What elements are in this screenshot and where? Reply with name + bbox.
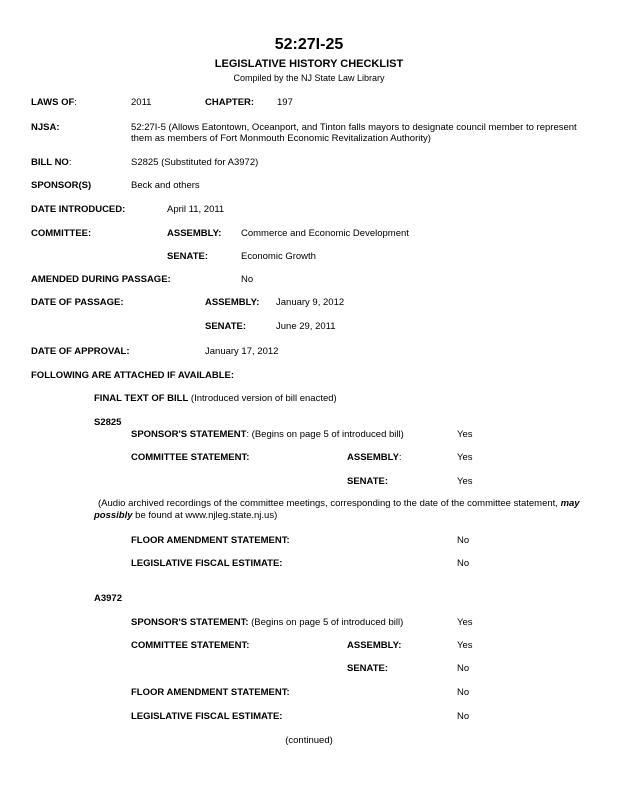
s2825-sponsor-row (131, 429, 404, 440)
audio-note-may: may (560, 498, 580, 509)
date-introduced-label: DATE INTRODUCED: (31, 204, 126, 215)
passage-label: DATE OF PASSAGE: (31, 297, 124, 308)
a3972-sponsor-label: SPONSOR'S STATEMENT: (131, 617, 249, 628)
s2825-assembly-row (347, 452, 402, 463)
audio-note-part1: (Audio archived recordings of the committee meetings, corresponding to the date of the committee statement, (98, 498, 561, 509)
date-introduced-value: April 11, 2011 (167, 204, 225, 215)
s2825-heading: S2825 (94, 417, 122, 428)
sponsor-value: Beck and others (131, 180, 200, 191)
s2825-committee-label: COMMITTEE STATEMENT: (131, 452, 250, 463)
njsa-label: NJSA: (31, 122, 60, 133)
s2825-assembly-label: ASSEMBLY (347, 452, 399, 463)
s2825-senate-label: SENATE: (347, 476, 388, 487)
laws-of-row (31, 97, 77, 108)
a3972-heading: A3972 (94, 593, 122, 604)
final-text-row (94, 393, 337, 404)
bill-no-colon: : (68, 157, 72, 168)
a3972-fiscal-label: LEGISLATIVE FISCAL ESTIMATE: (131, 711, 283, 722)
page-subtitle: LEGISLATIVE HISTORY CHECKLIST (214, 58, 404, 70)
committee-assembly-label: ASSEMBLY: (167, 228, 222, 239)
chapter-value: 197 (277, 97, 293, 108)
laws-of-colon: : (74, 97, 77, 108)
s2825-floor-label: FLOOR AMENDMENT STATEMENT: (131, 535, 290, 546)
approval-label: DATE OF APPROVAL: (31, 346, 130, 357)
bill-no-value: S2825 (Substituted for A3972) (131, 157, 259, 168)
committee-assembly-value: Commerce and Economic Development (241, 228, 409, 239)
s2825-floor-value: No (457, 535, 470, 546)
s2825-sponsor-label: SPONSOR'S STATEMENT (131, 429, 247, 440)
bill-no-label: BILL NO (31, 157, 69, 168)
committee-label: COMMITTEE: (31, 228, 92, 239)
audio-note-line-2 (94, 510, 277, 521)
final-text-label: FINAL TEXT OF BILL (94, 393, 189, 404)
committee-senate-value: Economic Growth (241, 251, 316, 262)
a3972-committee-label: COMMITTEE STATEMENT: (131, 640, 250, 651)
s2825-senate-value: Yes (457, 476, 473, 487)
s2825-assembly-value: Yes (457, 452, 473, 463)
passage-senate-value: June 29, 2011 (276, 321, 336, 332)
bill-no-row (31, 157, 71, 168)
amended-value: No (241, 274, 254, 285)
passage-assembly-label: ASSEMBLY: (205, 297, 260, 308)
s2825-sponsor-note: : (Begins on page 5 of introduced bill) (246, 429, 404, 440)
a3972-sponsor-row (131, 617, 403, 628)
laws-of-label: LAWS OF (31, 97, 75, 108)
amended-label: AMENDED DURING PASSAGE: (31, 274, 171, 285)
approval-value: January 17, 2012 (205, 346, 279, 357)
compiled-by: Compiled by the NJ State Law Library (233, 73, 385, 83)
page-title: 52:27I-25 (274, 36, 344, 53)
a3972-sponsor-value: Yes (457, 617, 473, 628)
a3972-fiscal-value: No (457, 711, 470, 722)
final-text-note: (Introduced version of bill enacted) (188, 393, 337, 404)
njsa-line-1: 52:27I-5 (Allows Eatontown, Oceanport, and Tinton falls mayors to designate council member to represent (131, 122, 577, 133)
a3972-sponsor-note: (Begins on page 5 of introduced bill) (248, 617, 404, 628)
a3972-senate-value: No (457, 663, 470, 674)
a3972-assembly-value: Yes (457, 640, 473, 651)
s2825-assembly-colon: : (398, 452, 402, 463)
s2825-fiscal-label: LEGISLATIVE FISCAL ESTIMATE: (131, 558, 283, 569)
passage-senate-label: SENATE: (205, 321, 246, 332)
following-label: FOLLOWING ARE ATTACHED IF AVAILABLE: (31, 370, 234, 381)
audio-archive-note (94, 498, 594, 510)
sponsor-label: SPONSOR(S) (31, 180, 92, 191)
a3972-floor-value: No (457, 687, 470, 698)
a3972-floor-label: FLOOR AMENDMENT STATEMENT: (131, 687, 290, 698)
s2825-sponsor-value: Yes (457, 429, 473, 440)
passage-assembly-value: January 9, 2012 (276, 297, 345, 308)
audio-note-part2: be found at www.njleg.state.nj.us) (132, 510, 278, 521)
njsa-line-2: them as members of Fort Monmouth Economic Revitalization Authority) (131, 133, 431, 144)
audio-note-possibly: possibly (94, 510, 133, 521)
s2825-fiscal-value: No (457, 558, 470, 569)
chapter-label: CHAPTER: (205, 97, 255, 108)
continued-note: (continued) (285, 735, 333, 746)
committee-senate-label: SENATE: (167, 251, 208, 262)
laws-of-value: 2011 (131, 97, 152, 108)
a3972-assembly-label: ASSEMBLY: (347, 640, 402, 651)
a3972-senate-label: SENATE: (347, 663, 388, 674)
